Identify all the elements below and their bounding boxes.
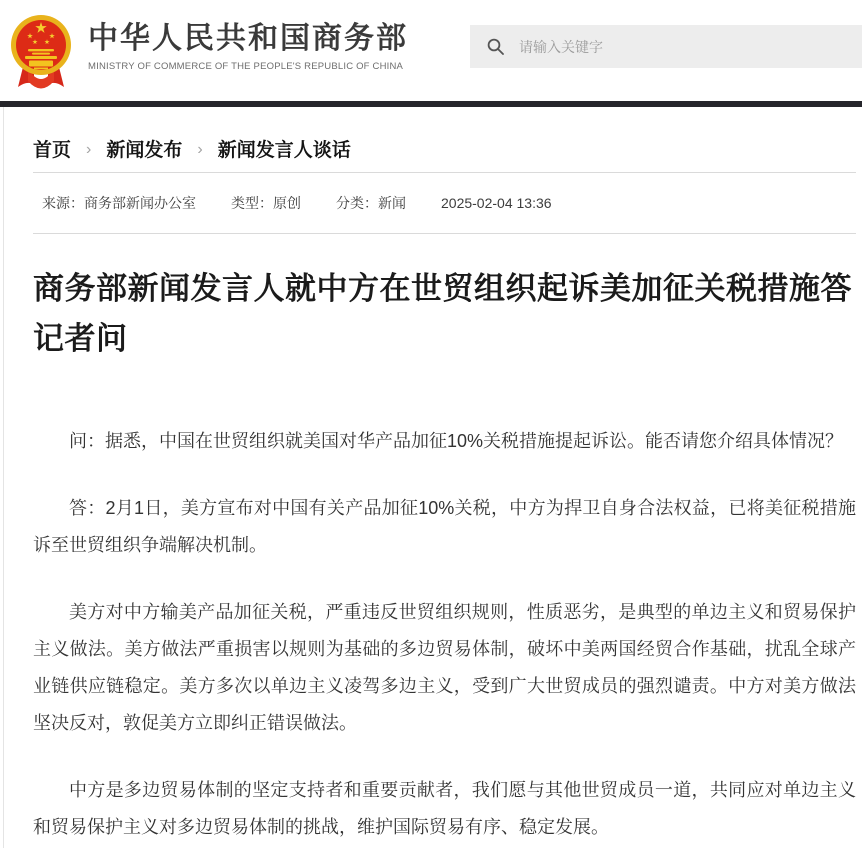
- meta-source-label: 来源：: [42, 195, 84, 211]
- search-box: [470, 25, 862, 68]
- article-paragraph-answer-1: 答：2月1日，美方宣布对中国有关产品加征10%关税，中方为捍卫自身合法权益，已将美征税措施诉至世贸组织争端解决机制。: [33, 498, 856, 555]
- meta-type-value: 原创: [273, 195, 301, 211]
- page-content: [3, 107, 862, 848]
- breadcrumb-separator-icon: ›: [86, 140, 92, 158]
- breadcrumb-item-spokesperson-remarks[interactable]: 新闻发言人谈话: [217, 140, 351, 161]
- breadcrumb-item-news-release[interactable]: 新闻发布: [106, 140, 183, 161]
- article-paragraph-answer-2: 美方对中方输美产品加征关税，严重违反世贸组织规则，性质恶劣，是典型的单边主义和贸易保护主义做法。美方做法严重损害以规则为基础的多边贸易体制，破坏中美两国经贸合作基础，扰乱全球产业链供应链稳定。美方多次以单边主义凌驾多边主义，受到广大世贸成员的强烈谴责。中方对美方做法坚决反对，敦促美方立即纠正错误做法。: [33, 602, 856, 733]
- site-title-zh: 中华人民共和国商务部: [88, 22, 408, 55]
- site-identity: [88, 21, 408, 72]
- site-title-en: MINISTRY OF COMMERCE OF THE PEOPLE'S REPUBLIC OF CHINA: [88, 61, 404, 72]
- meta-datetime: 2025-02-04 13:36: [441, 195, 552, 211]
- breadcrumb-item-home[interactable]: 首页: [33, 140, 72, 161]
- article-title: 商务部新闻发言人就中方在世贸组织起诉美加征关税措施答记者问: [33, 271, 852, 356]
- breadcrumb-separator-icon: ›: [197, 140, 203, 158]
- article-body: [33, 423, 856, 846]
- search-input[interactable]: [517, 38, 851, 56]
- article-meta-bar: [33, 173, 856, 234]
- breadcrumb: [33, 107, 856, 162]
- meta-category-label: 分类：: [336, 195, 378, 211]
- meta-type: [231, 193, 301, 213]
- meta-category: [336, 193, 406, 213]
- meta-source: [42, 193, 196, 213]
- meta-source-value: 商务部新闻办公室: [84, 195, 196, 211]
- site-header: [0, 0, 862, 101]
- article-paragraph-answer-3: 中方是多边贸易体制的坚定支持者和重要贡献者，我们愿与其他世贸成员一道，共同应对单边主义和贸易保护主义对多边贸易体制的挑战，维护国际贸易有序、稳定发展。: [33, 780, 856, 837]
- meta-type-label: 类型：: [231, 195, 273, 211]
- search-icon[interactable]: [487, 38, 504, 55]
- meta-category-value: 新闻: [378, 195, 406, 211]
- article-paragraph-question: 问：据悉，中国在世贸组织就美国对华产品加征10%关税措施提起诉讼。能否请您介绍具体情况？: [69, 431, 844, 451]
- prc-national-emblem-icon[interactable]: [10, 7, 72, 93]
